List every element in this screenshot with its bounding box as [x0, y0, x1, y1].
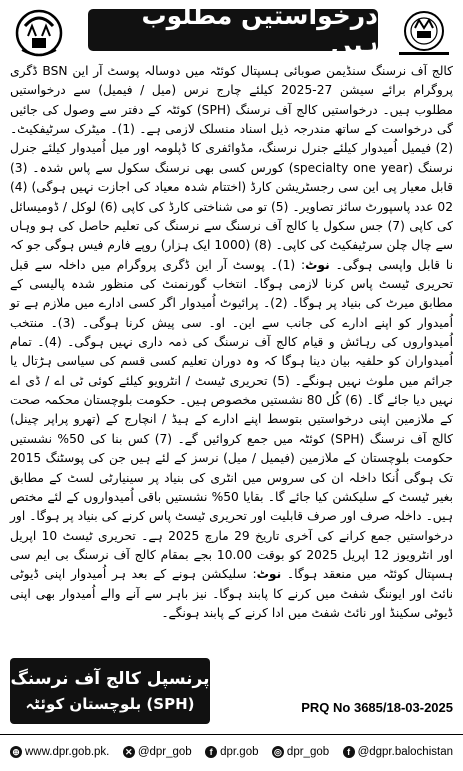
social-links-bar	[0, 741, 463, 763]
page-title: درخواستیں مطلوب ہیں	[88, 9, 378, 51]
advertisement-body	[10, 62, 453, 623]
social-link-text: dpr.gob	[220, 746, 259, 758]
prq-number: PRQ No 3685/18-03-2025	[301, 700, 453, 715]
social-link[interactable]	[272, 746, 329, 758]
note-conditions-text: : (1)۔ پوسٹ آر این ڈگری پروگرام میں داخلہ سے قبل تحریری ٹیسٹ پاس کرنا لازمی ہوگا۔ انتخاب گورنمنٹ کی منظور شدہ پالیسی کے مطابق میرٹ کی بنیاد پر ہوگا۔ (2)۔ پرائیوٹ اُمیدوار اگر کسی ادارے میں ملازم ہے تو اُمیدوار کو اپنے ادارے کی جانب سے این۔ او۔ سی پیش کرنا ہوگی۔ (3)۔ منتخب اُمیدواروں کی رہائش و قیام کالج آف نرسنگ کی ذمہ داری نہیں ہوگی۔ (4)۔ تمام اُمیدواران کو حلفیہ بیان دینا ہوگا کہ وہ دوران تعلیم کسی قسم کی سیاسی ہڑتال یا جرائم میں ملوث نہیں ہونگے۔ (5) تحریری ٹیسٹ / انٹرویو کیلئے کوئی ٹی اے / ڈی اے نہیں دیا جائے گا۔ (6) کُل 80 نشستیں مخصوص ہیں۔ حکومت بلوچستان محکمہ صحت کے ملازمین اپنی درخواستیں بتوسط اپنے ادارے کے ہیڈ / انچارج کے (تھرو پراپر چینل) کالج آف نرسنگ (SPH) کوئٹہ میں جمع کروائیں گے۔ (7) کس بنا کی 50% نشستیں حکومت بلوچستان کے ملازمین (فیمیل / میل) نرسز کے لئے ہیں جن کی پوسٹنگ 2015 تک ہوگی اُنکا داخلہ ان کی سروس میں انٹری کی بنیاد پر سینیارٹی لسٹ کے مطابق بغیر ٹیسٹ کے سلیکشن کیا جائے گا۔ بقایا 50% نشستیں باقی اُمیدواروں کے لئے مختص ہیں۔ داخلہ صرف اور صرف قابلیت اور تحریری ٹیسٹ پاس کرنے کی بنیاد پر ہوگا۔ اور درخواستیں جمع کرانے کی آخری تاریخ 29 مارچ 2025 ہے۔ تحریری ٹیسٹ 10 اپریل اور انٹرویوز 12 اپریل 2025 کو بوقت 10.00 بجے بمقام کالج آف نرسنگ بی ایم سی ہسپتال کوئٹہ میں منعقد ہوگا۔	[10, 257, 453, 582]
requirements-text: کالج آف نرسنگ سنڈیمن صوبائی ہسپتال کوئٹہ میں دوسالہ پوسٹ آر این BSN ڈگری پروگرام برائے سیشن 27-2025 کیلئے چارج نرس (میل / فیمیل) سے درخواستیں مطلوب ہیں۔ درخواستیں کالج آف نرسنگ (SPH) کوئٹہ کے دفتر سے وصول کی جائیں گی درخواست کے ساتھ مندرجہ ذیل اسناد منسلک لازمی ہے۔ (1)۔ میٹرک سرٹیفکیٹ۔ (2) فیمیل اُمیدوار کیلئے جنرل نرسنگ، مڈوائفری کا ڈپلومہ اور میل اُمیدوار کیلئے جنرل نرسنگ (specialty one year) کورس کسی بھی نرسنگ سکول سے پاس شدہ۔ (3) قابل معیار پی این سی رجسٹریشن کارڈ (اختتام شدہ معیاد کی اجازت نہیں ہوگی) (4) 02 عدد پاسپورٹ سائز تصاویر۔ (5) تو می شناختی کارڈ کی کاپی (6) لوکل / ڈومیسائل کی کاپی (7) جس سکول یا کالج آف نرسنگ سے نرسنگ کی تعلیم حاصل کی ہو وہاں سے چال چلن سرٹیفکیٹ کی کاپی۔ (8) (1000 ایک ہزار) روپے فارم فیس ہوگی جو کہ نا قابل واپسی ہوگی۔	[10, 64, 454, 272]
footer-divider	[0, 734, 463, 735]
twitter-icon: ✕	[123, 746, 135, 758]
social-link[interactable]	[205, 746, 258, 758]
facebook-icon: f	[343, 746, 355, 758]
requirements-paragraph	[10, 62, 453, 623]
principal-signature-block	[10, 658, 210, 724]
social-link-text: @dpr_gob	[137, 746, 192, 758]
facebook-icon: f	[205, 746, 217, 758]
note-label: نوٹ	[305, 257, 330, 272]
instagram-icon: ◎	[272, 746, 284, 758]
signature-location: (SPH) بلوچستان کوئٹہ	[25, 695, 195, 713]
social-link[interactable]	[343, 746, 453, 758]
note-duty-text: : سلیکشن ہونے کے بعد ہر اُمیدوار اپنی ڈیوٹی نائٹ اور ایوننگ شفٹ میں کرنے کا پابند ہوگا۔ نیز باہر سے آنے والے اُمیدوار بھی اپنی ڈیوٹی سکینڈ اور نائٹ شفٹ میں ادا کرنے کے پابند ہونگے۔	[10, 567, 453, 621]
signature-title: پرنسپل کالج آف نرسنگ	[10, 669, 210, 689]
social-link-text: dpr_gob	[286, 746, 330, 758]
social-link[interactable]	[10, 746, 109, 758]
globe-icon: ⊕	[10, 746, 22, 758]
social-link-text: www.dpr.gob.pk.	[25, 746, 110, 758]
note-label: نوٹ	[256, 567, 282, 582]
govt-balochistan-emblem-icon	[14, 6, 64, 60]
govt-balochistan-seal-icon	[395, 10, 453, 58]
social-link[interactable]	[123, 746, 192, 758]
header	[0, 0, 463, 70]
social-link-text: @dgpr.balochistan	[357, 746, 453, 758]
